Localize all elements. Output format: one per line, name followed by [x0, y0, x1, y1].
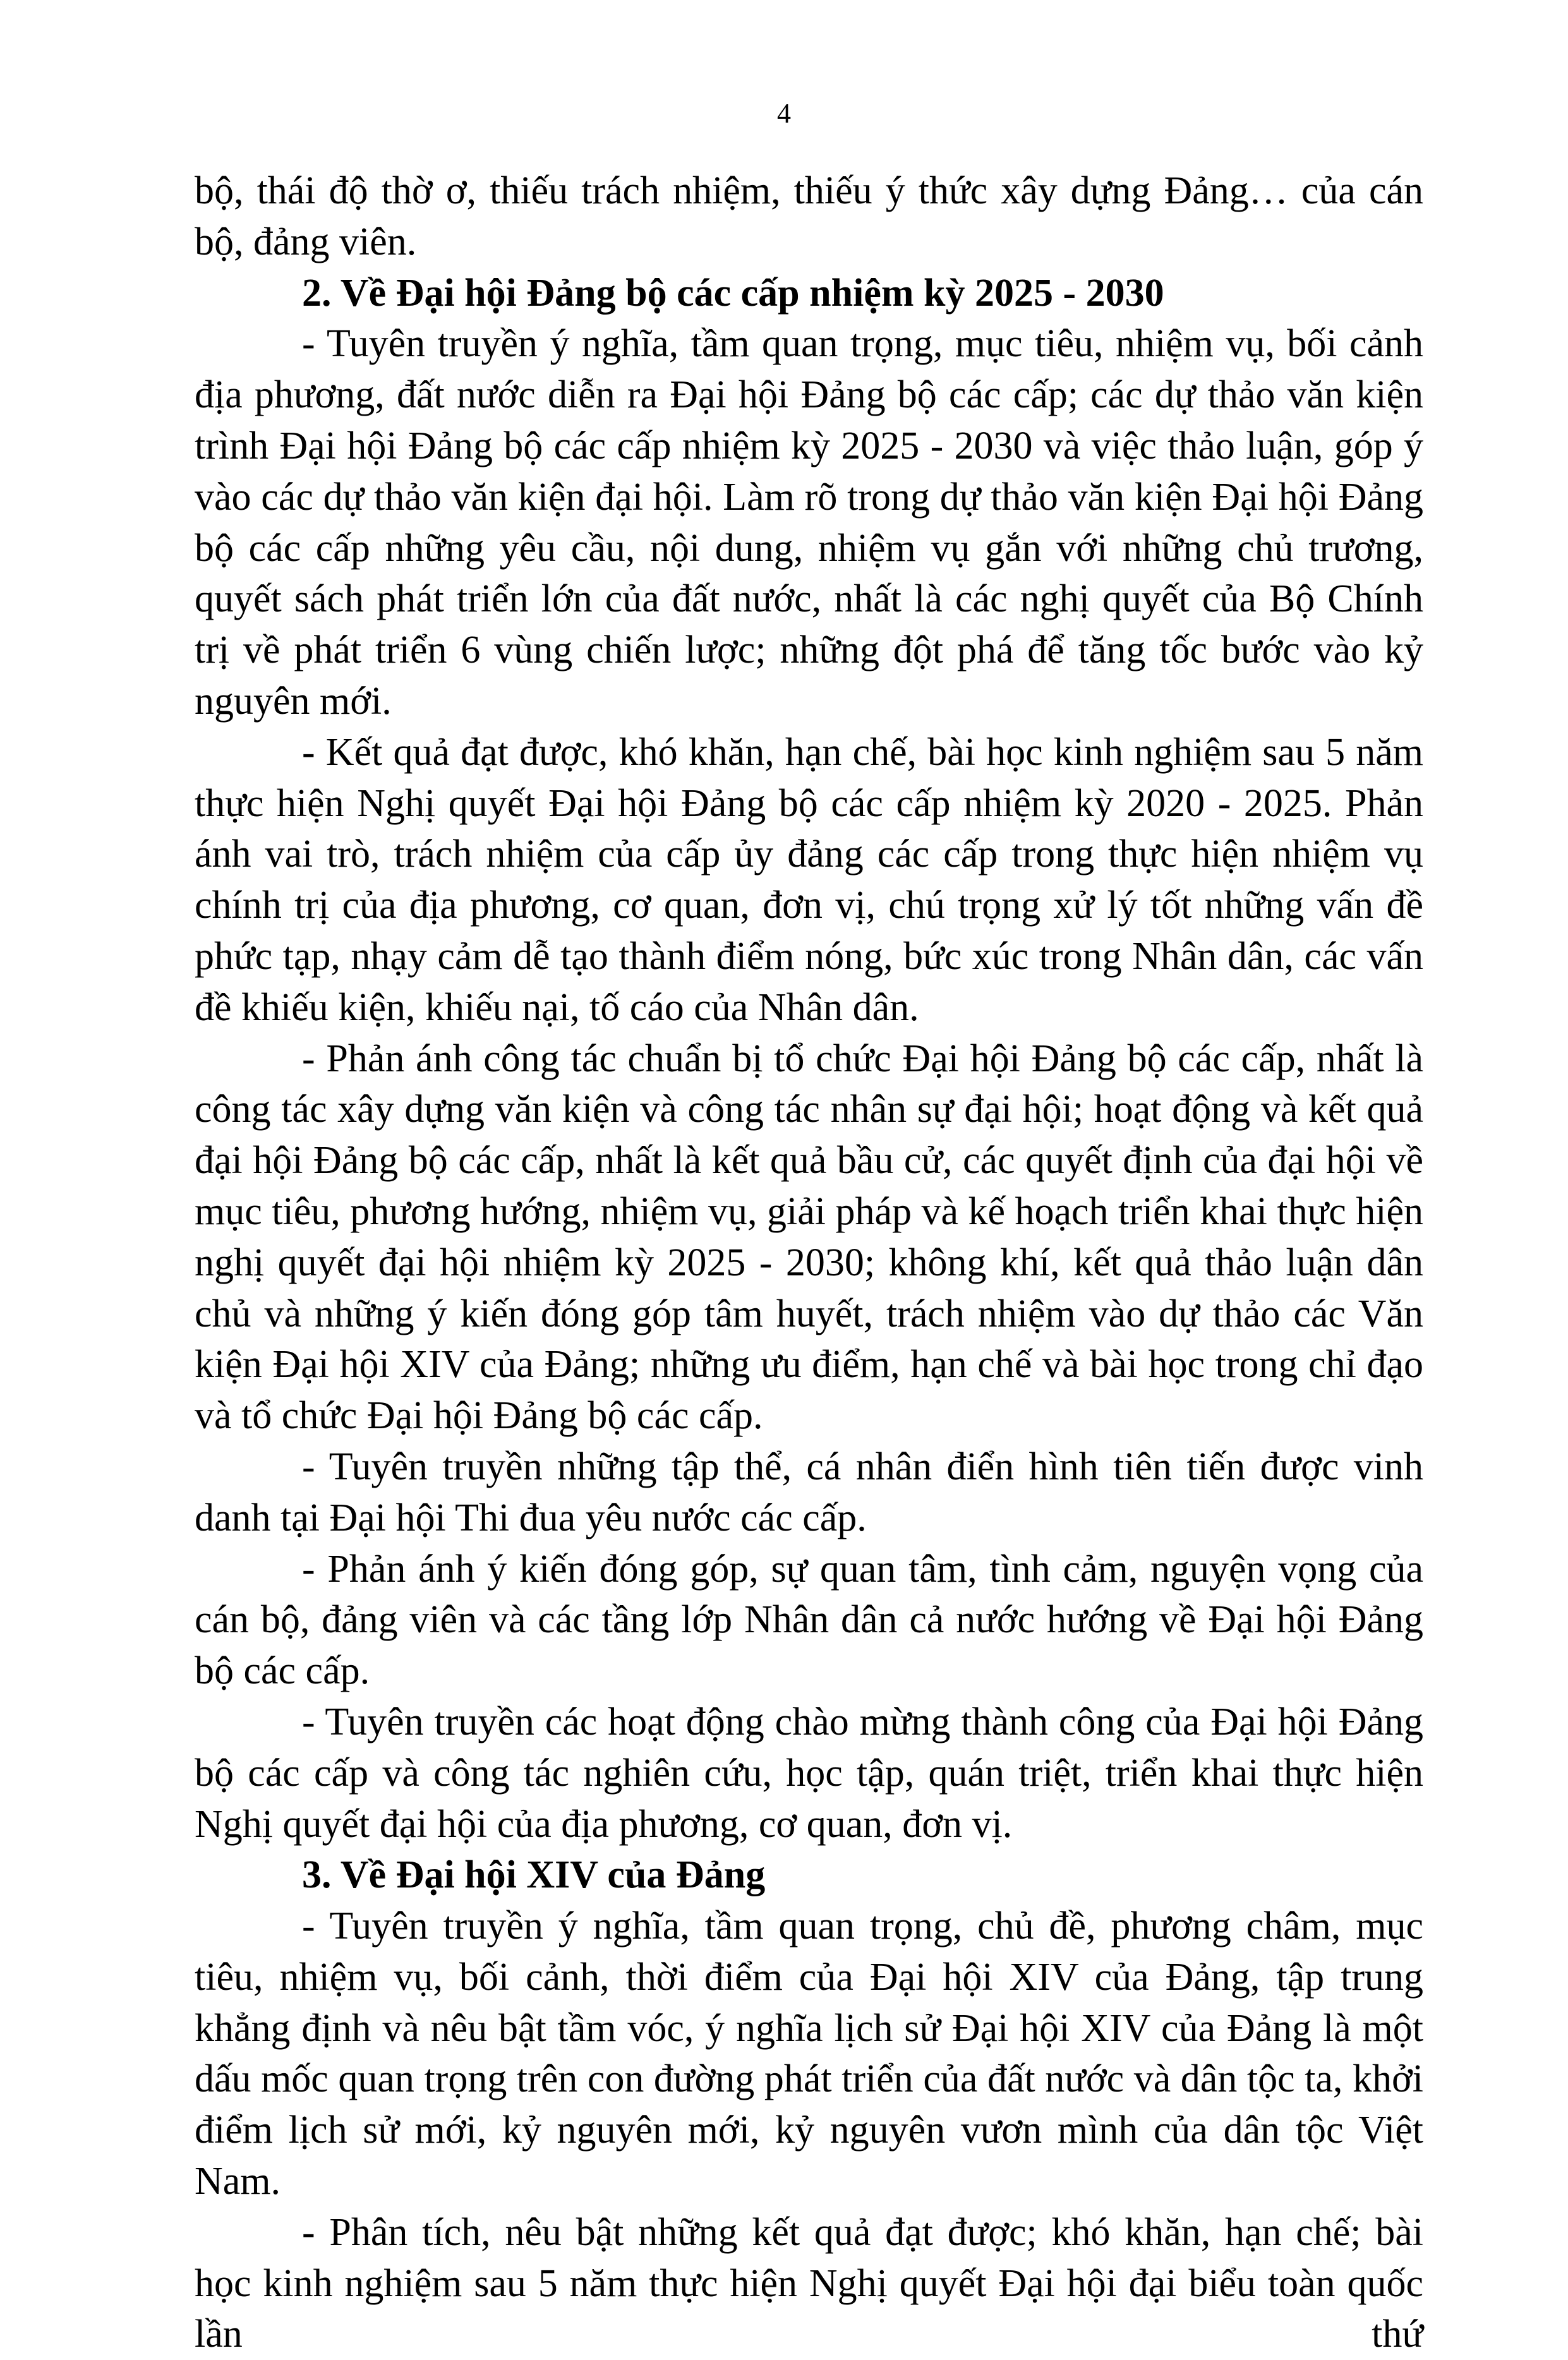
paragraph: - Kết quả đạt được, khó khăn, hạn chế, bài học kinh nghiệm sau 5 năm thực hiện Nghị quyết Đại hội Đảng bộ các cấp nhiệm kỳ 2020 - 2025. Phản ánh vai trò, trách nhiệm của cấp ủy đảng các cấp trong thực hiện nhiệm vụ chính trị của địa phương, cơ quan, đơn vị, chú trọng xử lý tốt những vấn đề phức tạp, nhạy cảm dễ tạo thành điểm nóng, bức xúc trong Nhân dân, các vấn đề khiếu kiện, khiếu nại, tố cáo của Nhân dân.	[195, 730, 1423, 1029]
paragraph: - Phản ánh công tác chuẩn bị tổ chức Đại hội Đảng bộ các cấp, nhất là công tác xây dựng văn kiện và công tác nhân sự đại hội; hoạt động và kết quả đại hội Đảng bộ các cấp, nhất là kết quả bầu cử, các quyết định của đại hội về mục tiêu, phương hướng, nhiệm vụ, giải pháp và kế hoạch triển khai thực hiện nghị quyết đại hội nhiệm kỳ 2025 - 2030; không khí, kết quả thảo luận dân chủ và những ý kiến đóng góp tâm huyết, trách nhiệm vào dự thảo các Văn kiện Đại hội XIV của Đảng; những ưu điểm, hạn chế và bài học trong chỉ đạo và tổ chức Đại hội Đảng bộ các cấp.	[195, 1037, 1423, 1438]
paragraph: - Tuyên truyền các hoạt động chào mừng thành công của Đại hội Đảng bộ các cấp và công tác nghiên cứu, học tập, quán triệt, triển khai thực hiện Nghị quyết đại hội của địa phương, cơ quan, đơn vị.	[195, 1700, 1423, 1846]
document-body	[195, 166, 1423, 2360]
paragraph: - Tuyên truyền những tập thể, cá nhân điển hình tiên tiến được vinh danh tại Đại hội Thi đua yêu nước các cấp.	[195, 1445, 1423, 1539]
paragraph: - Phản ánh ý kiến đóng góp, sự quan tâm, tình cảm, nguyện vọng của cán bộ, đảng viên và các tầng lớp Nhân dân cả nước hướng về Đại hội Đảng bộ các cấp.	[195, 1547, 1423, 1693]
section-heading: 3. Về Đại hội XIV của Đảng	[302, 1853, 766, 1897]
page-number: 4	[777, 98, 791, 129]
paragraph: bộ, thái độ thờ ơ, thiếu trách nhiệm, thiếu ý thức xây dựng Đảng… của cán bộ, đảng viên.	[195, 169, 1423, 263]
section-heading: 2. Về Đại hội Đảng bộ các cấp nhiệm kỳ 2025 - 2030	[302, 271, 1164, 315]
paragraph: - Tuyên truyền ý nghĩa, tầm quan trọng, chủ đề, phương châm, mục tiêu, nhiệm vụ, bối cảnh, thời điểm của Đại hội XIV của Đảng, tập trung khẳng định và nêu bật tầm vóc, ý nghĩa lịch sử Đại hội XIV của Đảng là một dấu mốc quan trọng trên con đường phát triển của đất nước và dân tộc ta, khởi điểm lịch sử mới, kỷ nguyên mới, kỷ nguyên vươn mình của dân tộc Việt Nam.	[195, 1905, 1423, 2203]
paragraph: - Tuyên truyền ý nghĩa, tầm quan trọng, mục tiêu, nhiệm vụ, bối cảnh địa phương, đất nước diễn ra Đại hội Đảng bộ các cấp; các dự thảo văn kiện trình Đại hội Đảng bộ các cấp nhiệm kỳ 2025 - 2030 và việc thảo luận, góp ý vào các dự thảo văn kiện đại hội. Làm rõ trong dự thảo văn kiện Đại hội Đảng bộ các cấp những yêu cầu, nội dung, nhiệm vụ gắn với những chủ trương, quyết sách phát triển lớn của đất nước, nhất là các nghị quyết của Bộ Chính trị về phát triển 6 vùng chiến lược; những đột phá để tăng tốc bước vào kỷ nguyên mới.	[195, 322, 1423, 723]
paragraph-continued: - Phân tích, nêu bật những kết quả đạt được; khó khăn, hạn chế; bài học kinh nghiệm sau 5 năm thực hiện Nghị quyết Đại hội đại biểu toàn quốc lần thứ	[195, 2210, 1423, 2356]
